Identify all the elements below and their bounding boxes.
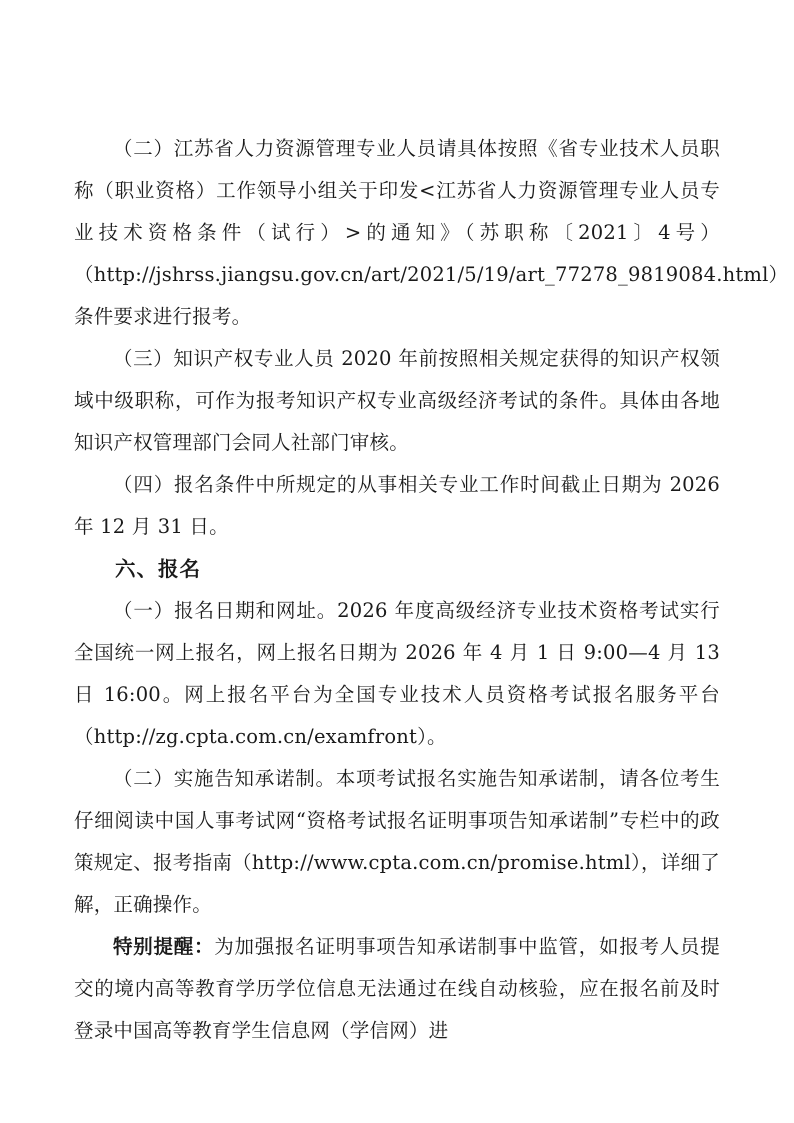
paragraph-item: （四）报名条件中所规定的从事相关专业工作时间截止日期为 2026 年 12 月 31 日。 <box>74 473 720 538</box>
paragraph-item: （二）实施告知承诺制。本项考试报名实施告知承诺制，请各位考生仔细阅读中国人事考试网“资格考试报名证明事项告知承诺制”专栏中的政策规定、报考指南（http://www.cpta.com.cn/promise.html），详细了解，正确操作。 <box>74 767 720 916</box>
document-body <box>74 128 789 1052</box>
section-heading-six: 六、报名 <box>115 557 201 581</box>
special-notice-label: 特别提醒： <box>113 935 215 958</box>
paragraph-item-special-notice <box>74 926 720 1052</box>
paragraph-item: （二）江苏省人力资源管理专业人员请具体按照《省专业技术人员职称（职业资格）工作领导小组关于印发<江苏省人力资源管理专业人员专业技术资格条件（试行）>的通知》（苏职称〔2021〕4号）（http://jshrss.jiangsu.gov.cn/art/2021/5/19/art_77278_9819084.html）条件要求进行报考。 <box>74 137 789 328</box>
paragraph-item: （一）报名日期和网址。2026 年度高级经济专业技术资格考试实行全国统一网上报名，网上报名日期为 2026 年 4 月 1 日 9:00—4 月 13 日 16:00。网上报名平台为全国专业技术人员资格考试报名服务平台（http://zg.cpta.com.cn/examfront）。 <box>74 599 720 748</box>
special-notice-text: 为加强报名证明事项告知承诺制事中监管，如报考人员提交的境内高等教育学历学位信息无法通过在线自动核验，应在报名前及时登录中国高等教育学生信息网（学信网）进 <box>74 935 720 1042</box>
paragraph-item: （三）知识产权专业人员 2020 年前按照相关规定获得的知识产权领域中级职称，可作为报考知识产权专业高级经济考试的条件。具体由各地知识产权管理部门会同人社部门审核。 <box>74 347 720 454</box>
